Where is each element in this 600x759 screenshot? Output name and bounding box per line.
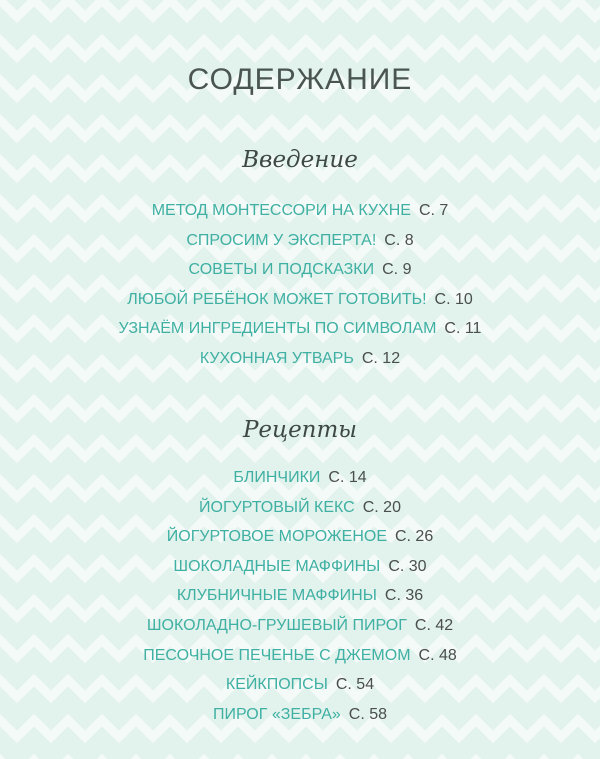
toc-entry-title: СПРОСИМ У ЭКСПЕРТА! [186, 231, 377, 249]
toc-entry[interactable] [0, 581, 600, 611]
page-title: СОДЕРЖАНИЕ [187, 63, 413, 96]
toc-entry[interactable] [0, 522, 600, 552]
toc-entry-page: С. 10 [434, 290, 473, 308]
toc-entry-page: С. 14 [328, 469, 367, 486]
toc-entry[interactable] [0, 463, 600, 493]
toc-entry[interactable] [0, 285, 600, 315]
toc-entry-title: МЕТОД МОНТЕССОРИ НА КУХНЕ [151, 202, 411, 219]
toc-list-recipes [0, 463, 600, 729]
toc-entry[interactable] [0, 255, 600, 285]
toc-entry[interactable] [0, 314, 600, 344]
toc-entry-title: ПИРОГ «ЗЕБРА» [212, 705, 341, 723]
toc-entry-page: С. 7 [418, 202, 449, 219]
toc-entry-page: С. 8 [384, 231, 414, 249]
toc-entry[interactable] [0, 611, 600, 641]
toc-entry[interactable] [0, 344, 600, 374]
section-heading-introduction: Введение [242, 147, 358, 173]
toc-entry-page: С. 9 [382, 261, 412, 279]
toc-entry[interactable] [0, 226, 600, 256]
toc-entry-title: ЛЮБОЙ РЕБЁНОК МОЖЕТ ГОТОВИТЬ! [127, 290, 427, 308]
toc-entry[interactable] [0, 493, 600, 523]
toc-entry-title: КЕЙКПОПСЫ [225, 676, 328, 694]
toc-entry-page: С. 11 [444, 320, 482, 338]
toc-entry-title: ЙОГУРТОВЫЙ КЕКС [199, 498, 355, 516]
toc-entry[interactable] [0, 196, 600, 226]
toc-entry[interactable] [0, 641, 600, 671]
toc-entry-page: С. 36 [384, 587, 424, 605]
toc-entry-title: СОВЕТЫ И ПОДСКАЗКИ [188, 261, 375, 279]
toc-entry-title: ЙОГУРТОВОЕ МОРОЖЕНОЕ [166, 528, 387, 546]
toc-entry-page: С. 42 [414, 616, 454, 634]
toc-entry[interactable] [0, 552, 600, 582]
toc-entry-title: ШОКОЛАДНО-ГРУШЕВЫЙ ПИРОГ [146, 616, 407, 634]
toc-entry-title: КЛУБНИЧНЫЕ МАФФИНЫ [176, 587, 377, 605]
toc-entry-page: С. 12 [361, 349, 401, 367]
toc-entry[interactable] [0, 670, 600, 700]
toc-entry-title: КУХОННАЯ УТВАРЬ [199, 349, 354, 367]
toc-entry-page: С. 26 [394, 528, 434, 546]
toc-list-introduction [0, 196, 600, 374]
toc-entry-page: С. 20 [362, 498, 401, 516]
toc-entry[interactable] [0, 700, 600, 730]
toc-entry-title: ПЕСОЧНОЕ ПЕЧЕНЬЕ С ДЖЕМОМ [143, 646, 411, 664]
toc-entry-page: С. 48 [418, 646, 457, 664]
toc-entry-title: БЛИНЧИКИ [233, 469, 321, 486]
toc-entry-page: С. 54 [335, 676, 375, 694]
toc-entry-page: С. 30 [388, 557, 427, 575]
toc-entry-title: УЗНАЁМ ИНГРЕДИЕНТЫ ПО СИМВОЛАМ [118, 320, 437, 338]
section-heading-recipes: Рецепты [242, 417, 358, 443]
toc-entry-title: ШОКОЛАДНЫЕ МАФФИНЫ [173, 557, 381, 575]
toc-entry-page: С. 58 [348, 705, 388, 723]
